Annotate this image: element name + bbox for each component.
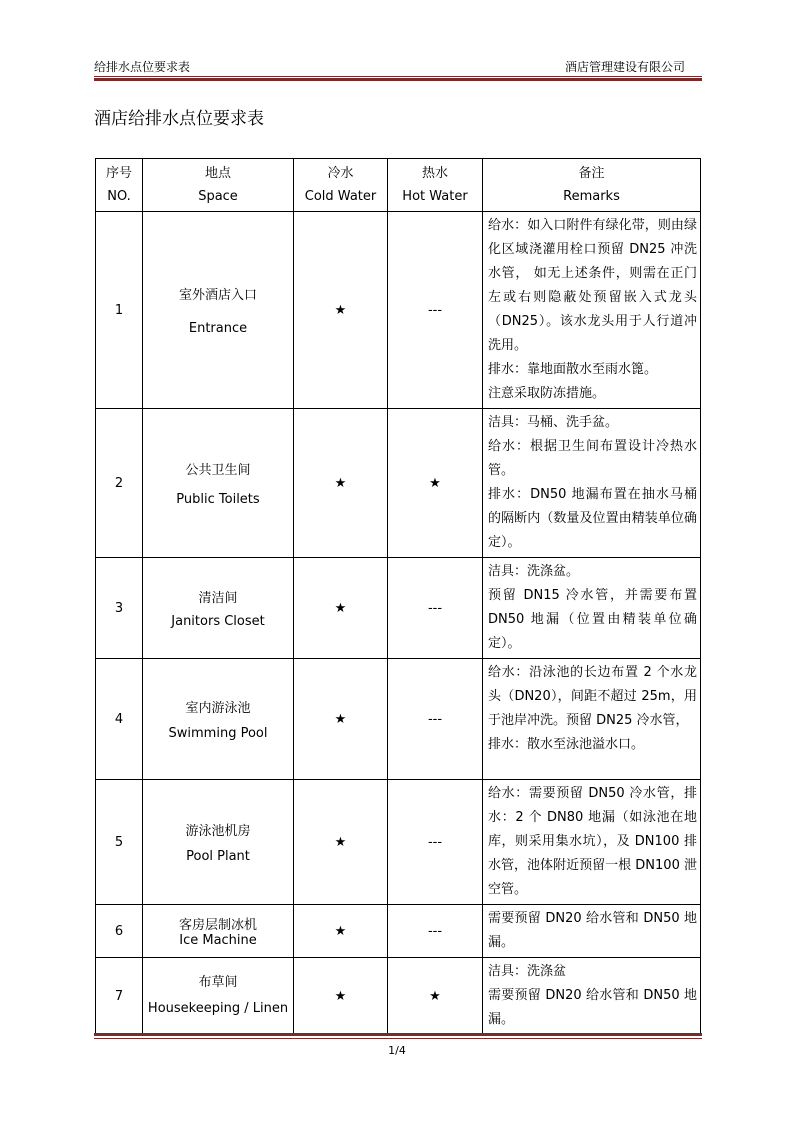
hot-water-mark: --- — [388, 558, 483, 659]
remarks-cell: 洁具：马桶、洗手盆。 给水：根据卫生间布置设计冷热水管。 排水：DN50 地漏布置在抽水马桶的隔断内（数量及位置由精装单位确定）。 — [483, 409, 701, 558]
remarks-cell: 洁具：洗涤盆 需要预留 DN20 给水管和 DN50 地漏。 — [483, 958, 701, 1035]
space-cell: 游泳池机房 Pool Plant — [143, 780, 294, 905]
space-cell: 客房层制冰机 Ice Machine — [143, 905, 294, 958]
remarks-cell: 洁具：洗涤盆。 预留 DN15 冷水管，并需要布置 DN50 地漏（位置由精装单位确定）。 — [483, 558, 701, 659]
cold-water-mark: ★ — [294, 905, 388, 958]
cold-water-mark: ★ — [294, 659, 388, 780]
remarks-cell: 需要预留 DN20 给水管和 DN50 地漏。 — [483, 905, 701, 958]
table-row — [96, 212, 701, 409]
col-header-space: 地点 Space — [143, 159, 294, 212]
table-row — [96, 905, 701, 958]
table-row — [96, 409, 701, 558]
remarks-cell: 给水：沿泳池的长边布置 2 个水龙头（DN20），间距不超过 25m，用于池岸冲洗。预留 DN25 冷水管， 排水：散水至泳池溢水口。 — [483, 659, 701, 780]
col-header-cold-water: 冷水 Cold Water — [294, 159, 388, 212]
header-rule-thick — [94, 78, 702, 81]
requirements-table — [95, 158, 701, 1035]
header-rule-thin — [94, 76, 702, 77]
row-number: 6 — [96, 905, 143, 958]
cold-water-mark: ★ — [294, 780, 388, 905]
hot-water-mark: --- — [388, 905, 483, 958]
hot-water-mark: --- — [388, 780, 483, 905]
cold-water-mark: ★ — [294, 409, 388, 558]
row-number: 5 — [96, 780, 143, 905]
page-number: 1/4 — [388, 1044, 406, 1057]
cold-water-mark: ★ — [294, 958, 388, 1035]
hot-water-mark: ★ — [388, 958, 483, 1035]
table-row — [96, 659, 701, 780]
row-number: 4 — [96, 659, 143, 780]
table-header-row — [96, 159, 701, 212]
remarks-cell: 给水：需要预留 DN50 冷水管，排水：2 个 DN80 地漏（如泳池在地库，则采用集水坑），及 DN100 排水管，池体附近预留一根 DN100 泄空管。 — [483, 780, 701, 905]
row-number: 3 — [96, 558, 143, 659]
col-header-hot-water: 热水 Hot Water — [388, 159, 483, 212]
footer-rule-thick — [94, 1033, 702, 1036]
space-cell: 清洁间 Janitors Closet — [143, 558, 294, 659]
cold-water-mark: ★ — [294, 558, 388, 659]
row-number: 7 — [96, 958, 143, 1035]
hot-water-mark: --- — [388, 659, 483, 780]
page-title: 酒店给排水点位要求表 — [94, 109, 264, 129]
header-doc-name: 给排水点位要求表 — [94, 60, 191, 74]
table-row — [96, 780, 701, 905]
footer-rule-thin — [94, 1038, 702, 1039]
row-number: 2 — [96, 409, 143, 558]
col-header-no: 序号 NO. — [96, 159, 143, 212]
space-cell: 室内游泳池 Swimming Pool — [143, 659, 294, 780]
table-row — [96, 958, 701, 1035]
table-row — [96, 558, 701, 659]
space-cell: 室外酒店入口 Entrance — [143, 212, 294, 409]
remarks-cell: 给水：如入口附件有绿化带，则由绿化区域浇灌用栓口预留 DN25 冲洗水管， 如无上述条件，则需在正门左或右则隐蔽处预留嵌入式龙头（DN25）。该水龙头用于人行道冲洗用。 排水：靠地面散水至雨水篦。 注意采取防冻措施。 — [483, 212, 701, 409]
space-cell: 公共卫生间 Public Toilets — [143, 409, 294, 558]
row-number: 1 — [96, 212, 143, 409]
hot-water-mark: --- — [388, 212, 483, 409]
cold-water-mark: ★ — [294, 212, 388, 409]
header-company: 酒店管理建设有限公司 — [564, 60, 685, 74]
space-cell: 布草间 Housekeeping / Linen — [143, 958, 294, 1035]
hot-water-mark: ★ — [388, 409, 483, 558]
col-header-remarks: 备注 Remarks — [483, 159, 701, 212]
